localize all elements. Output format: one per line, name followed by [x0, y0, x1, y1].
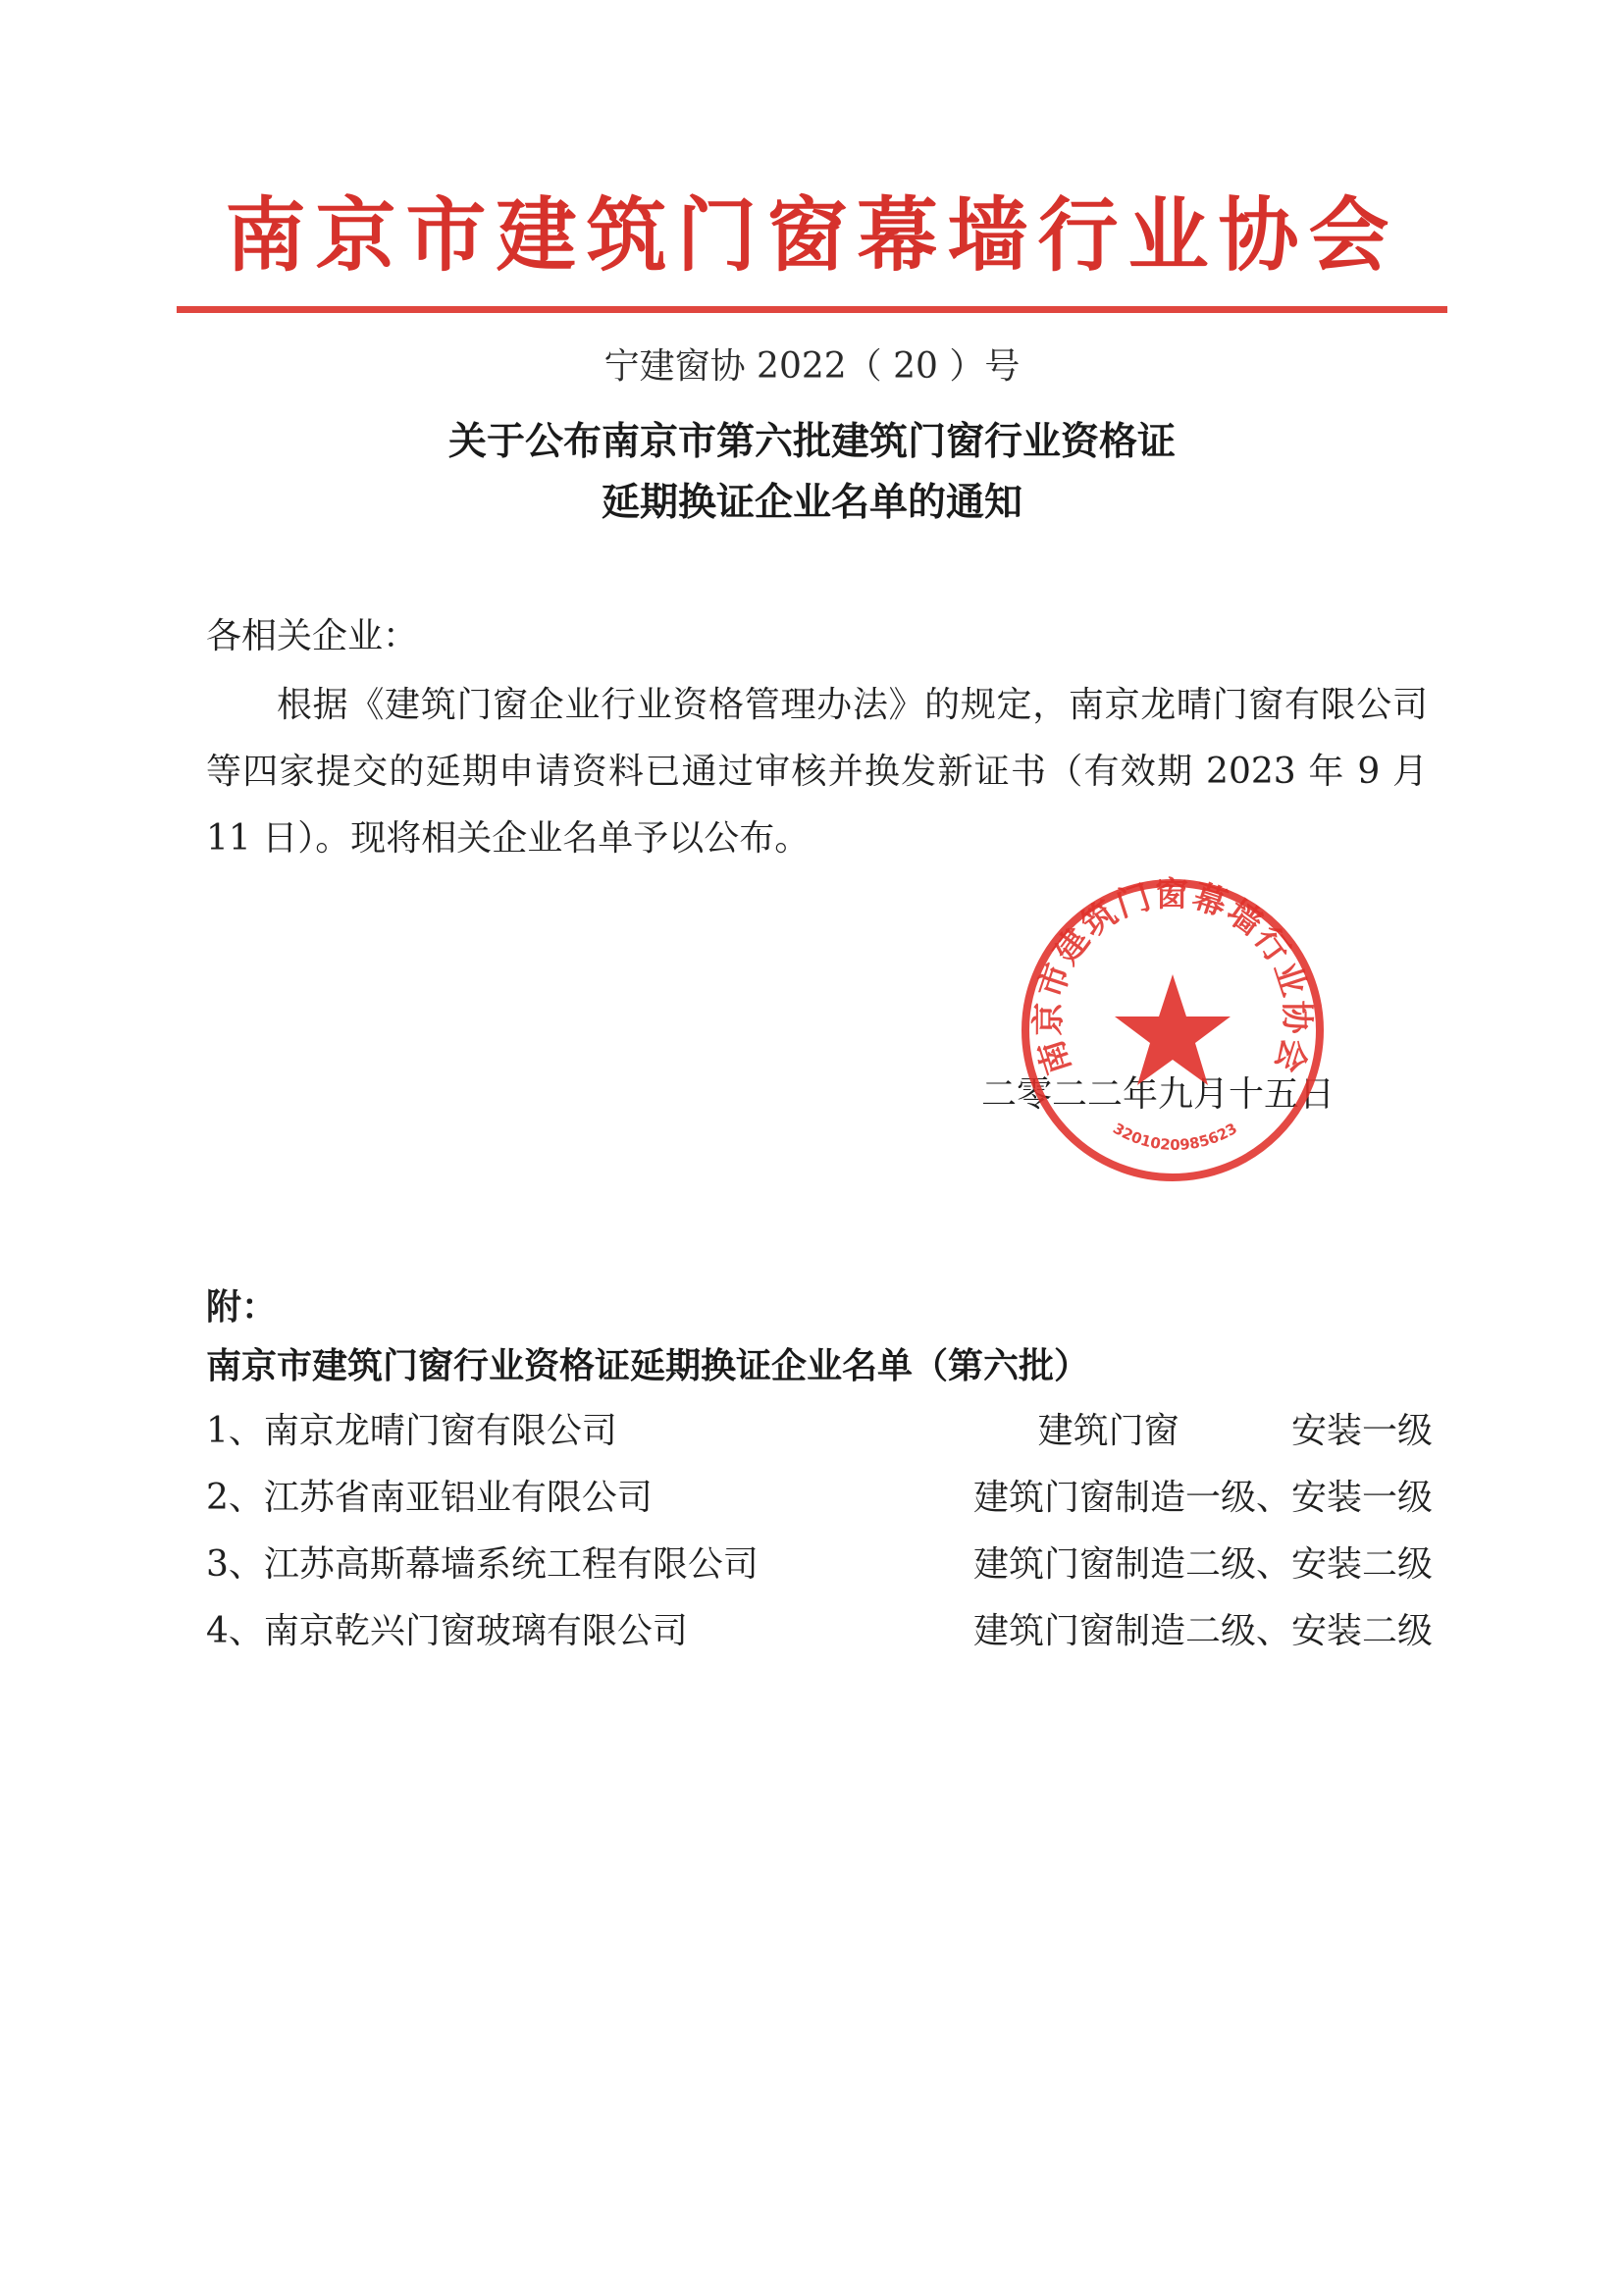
list-item — [206, 1541, 1433, 1608]
appendix-label: 附： — [206, 1286, 278, 1328]
body-paragraph: 根据《建筑门窗企业行业资格管理办法》的规定，南京龙晴门窗有限公司等四家提交的延期申请资料已通过审核并换发新证书（有效期 2023 年 9 月 11 日）。现将相关企业名单予以公布。 — [206, 685, 1428, 859]
company-name: 4、南京乾兴门窗玻璃有限公司 — [206, 1611, 688, 1651]
header-red-rule — [177, 306, 1447, 313]
notice-title-line-2: 延期换证企业名单的通知 — [601, 481, 1022, 525]
company-name: 1、南京龙晴门窗有限公司 — [206, 1411, 617, 1451]
company-qualification: 建筑门窗 安装一级 — [1037, 1411, 1433, 1451]
list-item — [206, 1408, 1433, 1475]
company-name: 2、江苏省南亚铝业有限公司 — [206, 1478, 653, 1518]
salutation: 各相关企业： — [206, 616, 419, 656]
list-item — [206, 1475, 1433, 1541]
organization-header: 南京市建筑门窗幕墙行业协会 — [225, 188, 1399, 283]
seal-text: 南京市建筑门窗幕墙行业协会 — [1028, 875, 1317, 1079]
company-qualification: 建筑门窗制造一级、安装一级 — [972, 1478, 1433, 1518]
company-qualification: 建筑门窗制造二级、安装二级 — [972, 1611, 1433, 1651]
appendix-title: 南京市建筑门窗行业资格证延期换证企业名单（第六批） — [206, 1345, 1090, 1386]
notice-title — [0, 412, 1624, 534]
seal-star-icon — [1115, 974, 1231, 1085]
company-qualification: 建筑门窗制造二级、安装二级 — [972, 1544, 1433, 1585]
issue-date: 二零二二年九月十五日 — [981, 1074, 1336, 1115]
seal-code: 3201020985623 — [1110, 1119, 1240, 1154]
list-item — [206, 1608, 1433, 1675]
notice-title-line-1: 关于公布南京市第六批建筑门窗行业资格证 — [447, 420, 1176, 464]
document-number: 宁建窗协 2022（ 20 ）号 — [603, 346, 1021, 387]
official-seal-stamp — [1011, 868, 1335, 1192]
company-list — [206, 1408, 1433, 1675]
company-name: 3、江苏高斯幕墙系统工程有限公司 — [206, 1544, 759, 1585]
svg-text:3201020985623 — [1110, 1120, 1240, 1154]
